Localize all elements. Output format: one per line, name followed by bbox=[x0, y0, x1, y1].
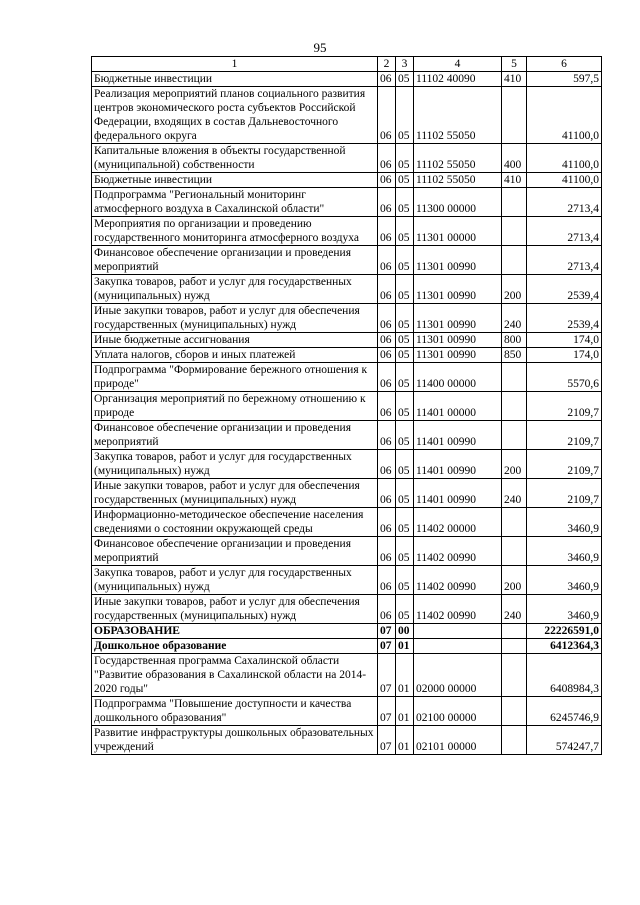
row-section-cell: 06 bbox=[378, 363, 396, 392]
row-amount-cell: 597,5 bbox=[527, 72, 602, 87]
row-name-cell: Иные закупки товаров, работ и услуг для обеспечения государственных (муниципальных) нужд bbox=[92, 595, 378, 624]
row-section-cell: 06 bbox=[378, 479, 396, 508]
row-subsection-cell: 05 bbox=[396, 537, 414, 566]
table-row bbox=[92, 508, 602, 537]
row-amount-cell: 2539,4 bbox=[527, 304, 602, 333]
row-subsection-cell: 01 bbox=[396, 726, 414, 755]
row-subsection-cell: 05 bbox=[396, 421, 414, 450]
table-row bbox=[92, 595, 602, 624]
row-section-cell: 06 bbox=[378, 450, 396, 479]
row-subsection-cell: 05 bbox=[396, 363, 414, 392]
row-expense-type-cell: 410 bbox=[502, 72, 527, 87]
row-subsection-cell: 05 bbox=[396, 392, 414, 421]
row-amount-cell: 2109,7 bbox=[527, 392, 602, 421]
header-cell: 3 bbox=[396, 57, 414, 72]
row-section-cell: 06 bbox=[378, 188, 396, 217]
table-row bbox=[92, 421, 602, 450]
row-subsection-cell: 01 bbox=[396, 697, 414, 726]
header-cell: 6 bbox=[527, 57, 602, 72]
row-section-cell: 07 bbox=[378, 726, 396, 755]
row-name-cell: Иные закупки товаров, работ и услуг для обеспечения государственных (муниципальных) нужд bbox=[92, 479, 378, 508]
row-target-article-cell: 11402 00990 bbox=[414, 566, 502, 595]
row-section-cell: 06 bbox=[378, 537, 396, 566]
row-section-cell: 07 bbox=[378, 639, 396, 654]
row-amount-cell: 574247,7 bbox=[527, 726, 602, 755]
row-name-cell: Государственная программа Сахалинской области "Развитие образования в Сахалинской области на 2014-2020 годы" bbox=[92, 654, 378, 697]
row-expense-type-cell: 850 bbox=[502, 348, 527, 363]
row-amount-cell: 2713,4 bbox=[527, 188, 602, 217]
table-row bbox=[92, 304, 602, 333]
row-section-cell: 06 bbox=[378, 217, 396, 246]
row-target-article-cell: 11400 00000 bbox=[414, 363, 502, 392]
row-target-article-cell: 11401 00000 bbox=[414, 392, 502, 421]
row-amount-cell: 2109,7 bbox=[527, 479, 602, 508]
row-amount-cell: 41100,0 bbox=[527, 173, 602, 188]
row-target-article-cell: 11301 00990 bbox=[414, 246, 502, 275]
row-section-cell: 06 bbox=[378, 304, 396, 333]
row-section-cell: 06 bbox=[378, 144, 396, 173]
row-expense-type-cell: 200 bbox=[502, 566, 527, 595]
row-subsection-cell: 05 bbox=[396, 479, 414, 508]
row-subsection-cell: 01 bbox=[396, 654, 414, 697]
row-target-article-cell: 11301 00990 bbox=[414, 304, 502, 333]
table-row bbox=[92, 144, 602, 173]
row-amount-cell: 3460,9 bbox=[527, 537, 602, 566]
row-section-cell: 06 bbox=[378, 566, 396, 595]
row-target-article-cell: 11301 00990 bbox=[414, 275, 502, 304]
row-name-cell: ОБРАЗОВАНИЕ bbox=[92, 624, 378, 639]
row-subsection-cell: 05 bbox=[396, 566, 414, 595]
row-subsection-cell: 05 bbox=[396, 333, 414, 348]
row-amount-cell: 41100,0 bbox=[527, 87, 602, 144]
row-name-cell: Закупка товаров, работ и услуг для государственных (муниципальных) нужд bbox=[92, 566, 378, 595]
row-expense-type-cell: 240 bbox=[502, 595, 527, 624]
row-name-cell: Мероприятия по организации и проведению государственного мониторинга атмосферного воздуха bbox=[92, 217, 378, 246]
row-amount-cell: 2109,7 bbox=[527, 450, 602, 479]
row-name-cell: Бюджетные инвестиции bbox=[92, 72, 378, 87]
row-subsection-cell: 05 bbox=[396, 188, 414, 217]
row-name-cell: Иные бюджетные ассигнования bbox=[92, 333, 378, 348]
row-amount-cell: 3460,9 bbox=[527, 508, 602, 537]
row-expense-type-cell bbox=[502, 188, 527, 217]
row-name-cell: Бюджетные инвестиции bbox=[92, 173, 378, 188]
row-amount-cell: 6408984,3 bbox=[527, 654, 602, 697]
table-row bbox=[92, 624, 602, 639]
row-target-article-cell bbox=[414, 639, 502, 654]
table-row bbox=[92, 72, 602, 87]
row-expense-type-cell bbox=[502, 508, 527, 537]
row-target-article-cell bbox=[414, 624, 502, 639]
row-section-cell: 06 bbox=[378, 72, 396, 87]
row-subsection-cell: 05 bbox=[396, 217, 414, 246]
row-expense-type-cell bbox=[502, 87, 527, 144]
row-target-article-cell: 11402 00000 bbox=[414, 508, 502, 537]
row-target-article-cell: 11401 00990 bbox=[414, 421, 502, 450]
row-expense-type-cell: 800 bbox=[502, 333, 527, 348]
row-expense-type-cell: 400 bbox=[502, 144, 527, 173]
row-amount-cell: 6245746,9 bbox=[527, 697, 602, 726]
table-row bbox=[92, 363, 602, 392]
row-amount-cell: 22226591,0 bbox=[527, 624, 602, 639]
row-section-cell: 06 bbox=[378, 421, 396, 450]
row-expense-type-cell: 200 bbox=[502, 450, 527, 479]
row-subsection-cell: 05 bbox=[396, 275, 414, 304]
row-section-cell: 06 bbox=[378, 173, 396, 188]
table-row bbox=[92, 217, 602, 246]
header-cell: 2 bbox=[378, 57, 396, 72]
page-number: 95 bbox=[313, 40, 327, 55]
table-row bbox=[92, 348, 602, 363]
table-row bbox=[92, 450, 602, 479]
table-row bbox=[92, 275, 602, 304]
row-name-cell: Развитие инфраструктуры дошкольных образовательных учреждений bbox=[92, 726, 378, 755]
row-name-cell: Финансовое обеспечение организации и проведения мероприятий bbox=[92, 421, 378, 450]
row-name-cell: Закупка товаров, работ и услуг для государственных (муниципальных) нужд bbox=[92, 450, 378, 479]
row-subsection-cell: 05 bbox=[396, 144, 414, 173]
row-name-cell: Уплата налогов, сборов и иных платежей bbox=[92, 348, 378, 363]
row-subsection-cell: 00 bbox=[396, 624, 414, 639]
budget-table bbox=[91, 56, 602, 755]
row-name-cell: Информационно-методическое обеспечение населения сведениями о состоянии окружающей среды bbox=[92, 508, 378, 537]
row-amount-cell: 5570,6 bbox=[527, 363, 602, 392]
row-target-article-cell: 11301 00990 bbox=[414, 348, 502, 363]
row-expense-type-cell bbox=[502, 217, 527, 246]
row-amount-cell: 2713,4 bbox=[527, 246, 602, 275]
table-row bbox=[92, 639, 602, 654]
row-section-cell: 06 bbox=[378, 246, 396, 275]
row-amount-cell: 174,0 bbox=[527, 348, 602, 363]
row-amount-cell: 3460,9 bbox=[527, 566, 602, 595]
header-row bbox=[92, 57, 602, 72]
row-section-cell: 07 bbox=[378, 697, 396, 726]
row-name-cell: Финансовое обеспечение организации и проведения мероприятий bbox=[92, 246, 378, 275]
row-subsection-cell: 05 bbox=[396, 87, 414, 144]
table-row bbox=[92, 87, 602, 144]
row-name-cell: Финансовое обеспечение организации и проведения мероприятий bbox=[92, 537, 378, 566]
table-row bbox=[92, 173, 602, 188]
row-name-cell: Иные закупки товаров, работ и услуг для обеспечения государственных (муниципальных) нужд bbox=[92, 304, 378, 333]
row-amount-cell: 2109,7 bbox=[527, 421, 602, 450]
row-subsection-cell: 05 bbox=[396, 508, 414, 537]
table-row bbox=[92, 726, 602, 755]
row-section-cell: 06 bbox=[378, 348, 396, 363]
row-amount-cell: 6412364,3 bbox=[527, 639, 602, 654]
row-section-cell: 06 bbox=[378, 508, 396, 537]
row-subsection-cell: 05 bbox=[396, 595, 414, 624]
row-name-cell: Подпрограмма "Повышение доступности и качества дошкольного образования" bbox=[92, 697, 378, 726]
row-expense-type-cell: 410 bbox=[502, 173, 527, 188]
row-section-cell: 07 bbox=[378, 624, 396, 639]
row-target-article-cell: 11402 00990 bbox=[414, 537, 502, 566]
row-expense-type-cell: 240 bbox=[502, 479, 527, 508]
row-expense-type-cell bbox=[502, 726, 527, 755]
row-target-article-cell: 02101 00000 bbox=[414, 726, 502, 755]
row-expense-type-cell bbox=[502, 639, 527, 654]
row-name-cell: Закупка товаров, работ и услуг для государственных (муниципальных) нужд bbox=[92, 275, 378, 304]
row-target-article-cell: 11102 40090 bbox=[414, 72, 502, 87]
row-subsection-cell: 05 bbox=[396, 450, 414, 479]
row-expense-type-cell bbox=[502, 392, 527, 421]
row-expense-type-cell bbox=[502, 537, 527, 566]
row-subsection-cell: 05 bbox=[396, 173, 414, 188]
row-expense-type-cell bbox=[502, 421, 527, 450]
row-subsection-cell: 05 bbox=[396, 72, 414, 87]
row-subsection-cell: 05 bbox=[396, 246, 414, 275]
header-cell: 1 bbox=[92, 57, 378, 72]
row-target-article-cell: 11301 00000 bbox=[414, 217, 502, 246]
row-expense-type-cell bbox=[502, 246, 527, 275]
row-subsection-cell: 01 bbox=[396, 639, 414, 654]
table-row bbox=[92, 392, 602, 421]
row-target-article-cell: 11300 00000 bbox=[414, 188, 502, 217]
row-target-article-cell: 11102 55050 bbox=[414, 173, 502, 188]
header-cell: 5 bbox=[502, 57, 527, 72]
row-section-cell: 06 bbox=[378, 275, 396, 304]
table-row bbox=[92, 654, 602, 697]
row-section-cell: 06 bbox=[378, 333, 396, 348]
row-expense-type-cell bbox=[502, 624, 527, 639]
table-row bbox=[92, 246, 602, 275]
row-amount-cell: 41100,0 bbox=[527, 144, 602, 173]
row-amount-cell: 3460,9 bbox=[527, 595, 602, 624]
row-target-article-cell: 11102 55050 bbox=[414, 144, 502, 173]
table-row bbox=[92, 188, 602, 217]
row-amount-cell: 174,0 bbox=[527, 333, 602, 348]
row-expense-type-cell bbox=[502, 363, 527, 392]
table-row bbox=[92, 697, 602, 726]
row-section-cell: 06 bbox=[378, 392, 396, 421]
row-name-cell: Подпрограмма "Региональный мониторинг атмосферного воздуха в Сахалинской области" bbox=[92, 188, 378, 217]
table-row bbox=[92, 333, 602, 348]
row-expense-type-cell: 240 bbox=[502, 304, 527, 333]
table-row bbox=[92, 537, 602, 566]
row-section-cell: 06 bbox=[378, 595, 396, 624]
row-section-cell: 06 bbox=[378, 87, 396, 144]
row-target-article-cell: 11401 00990 bbox=[414, 479, 502, 508]
row-target-article-cell: 11301 00990 bbox=[414, 333, 502, 348]
row-expense-type-cell: 200 bbox=[502, 275, 527, 304]
row-name-cell: Капитальные вложения в объекты государственной (муниципальной) собственности bbox=[92, 144, 378, 173]
row-target-article-cell: 02100 00000 bbox=[414, 697, 502, 726]
row-name-cell: Реализация мероприятий планов социального развития центров экономического роста субъектов Российской Федерации, входящих в состав Дальневосточного федерального округа bbox=[92, 87, 378, 144]
row-target-article-cell: 11401 00990 bbox=[414, 450, 502, 479]
row-expense-type-cell bbox=[502, 654, 527, 697]
table-row bbox=[92, 566, 602, 595]
row-name-cell: Подпрограмма "Формирование бережного отношения к природе" bbox=[92, 363, 378, 392]
row-name-cell: Дошкольное образование bbox=[92, 639, 378, 654]
row-subsection-cell: 05 bbox=[396, 304, 414, 333]
row-name-cell: Организация мероприятий по бережному отношению к природе bbox=[92, 392, 378, 421]
header-cell: 4 bbox=[414, 57, 502, 72]
row-target-article-cell: 02000 00000 bbox=[414, 654, 502, 697]
row-target-article-cell: 11102 55050 bbox=[414, 87, 502, 144]
row-subsection-cell: 05 bbox=[396, 348, 414, 363]
row-amount-cell: 2539,4 bbox=[527, 275, 602, 304]
row-target-article-cell: 11402 00990 bbox=[414, 595, 502, 624]
row-amount-cell: 2713,4 bbox=[527, 217, 602, 246]
row-section-cell: 07 bbox=[378, 654, 396, 697]
row-expense-type-cell bbox=[502, 697, 527, 726]
table-row bbox=[92, 479, 602, 508]
